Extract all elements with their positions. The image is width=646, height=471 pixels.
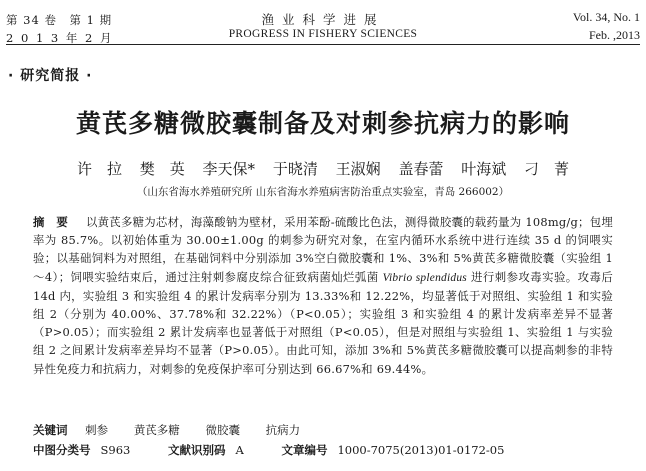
author: 李天保* (202, 160, 256, 178)
abstract-text-1: 以黄芪多糖为芯材，海藻酸钠为壁材，采用苯酚-硫酸比色法，测得微胶囊的载药量为 108mg/g；包埋率为 85.7%。以初始体重为 30.00±1.00g 的刺参为研究对象，在室内循环水系统中进行连续 35 d 的饲喂实验；以基础饲料为对照组，在基础饲料中分别添加 3%空白微胶囊和 1%、3%和 5%黄芪多糖微胶囊（实验组 1～4）；饲喂实验结束后，通过注射刺参腐皮综合征致病菌灿烂弧菌 (33, 215, 613, 284)
keyword: 微胶囊 (205, 423, 240, 437)
keyword: 黄芪多糖 (133, 423, 180, 437)
header-volume-issue: 第 34 卷 第 1 期 (6, 13, 113, 27)
header-date-en: Feb. ,2013 (589, 28, 640, 42)
species-name: Vibrio splendidus (382, 271, 467, 284)
header-rule (6, 44, 640, 45)
author: 叶海斌 (461, 160, 507, 178)
abstract-label: 摘 要 (33, 215, 68, 229)
author: 王淑娴 (335, 160, 381, 178)
doc-code-value: A (235, 443, 244, 457)
paper-title: 黄芪多糖微胶囊制备及对刺参抗病力的影响 (75, 109, 570, 138)
classification-line (33, 442, 504, 458)
affiliation: （山东省海水养殖研究所 山东省海水养殖病害防治重点实验室，青岛 266002） (136, 186, 510, 198)
keyword: 抗病力 (265, 423, 301, 437)
keywords-label: 关键词 (33, 423, 68, 437)
clc-label: 中图分类号 (33, 443, 91, 457)
article-number-value: 1000-7075(2013)01-0172-05 (337, 443, 505, 457)
keywords (33, 422, 322, 438)
keyword: 刺参 (85, 423, 109, 437)
journal-name-cn: 渔业科学进展 (261, 12, 385, 27)
author: 于晓清 (272, 160, 318, 178)
doc-code-label: 文献识别码 (167, 443, 226, 457)
section-label: · 研究简报 · (8, 68, 93, 84)
abstract-text-2: 进行刺参攻毒实验。攻毒后 14d 内，实验组 3 和实验组 4 的累计发病率分别为 13.33%和 12.22%，均显著低于对照组、实验组 1 和实验组 2（分别为 40.00%、37.78%和 32.22%）（P<0.05）；实验组 3 和实验组 4 的累计发病率差异不显著（P>0.05）；而实验组 2 累计发病率也显著低于对照组（P<0.05），但是对照组与实验组 1、实验组 1 与实验组 2 之间累计发病率差异均不显著（P>0.05）。由此可知，添加 3%和 5%黄芪多糖微胶囊可以提高刺参的非特异性免疫力和抗病力，对刺参的免疫保护率可分别达到 66.67%和 69.44%。 (33, 269, 613, 376)
author: 刁 菁 (524, 160, 570, 178)
abstract (33, 213, 613, 378)
header-date-cn: 2 0 1 3 年 2 月 (6, 31, 114, 45)
author: 许 拉 (76, 160, 122, 178)
author: 盖春蕾 (398, 160, 444, 178)
author-list (0, 158, 646, 179)
article-number-label: 文章编号 (281, 443, 328, 457)
journal-name-en: PROGRESS IN FISHERY SCIENCES (228, 28, 418, 40)
header-volume-en: Vol. 34, No. 1 (572, 10, 640, 24)
clc-value: S963 (100, 443, 131, 457)
running-header (6, 6, 640, 46)
author: 樊 英 (139, 160, 185, 178)
